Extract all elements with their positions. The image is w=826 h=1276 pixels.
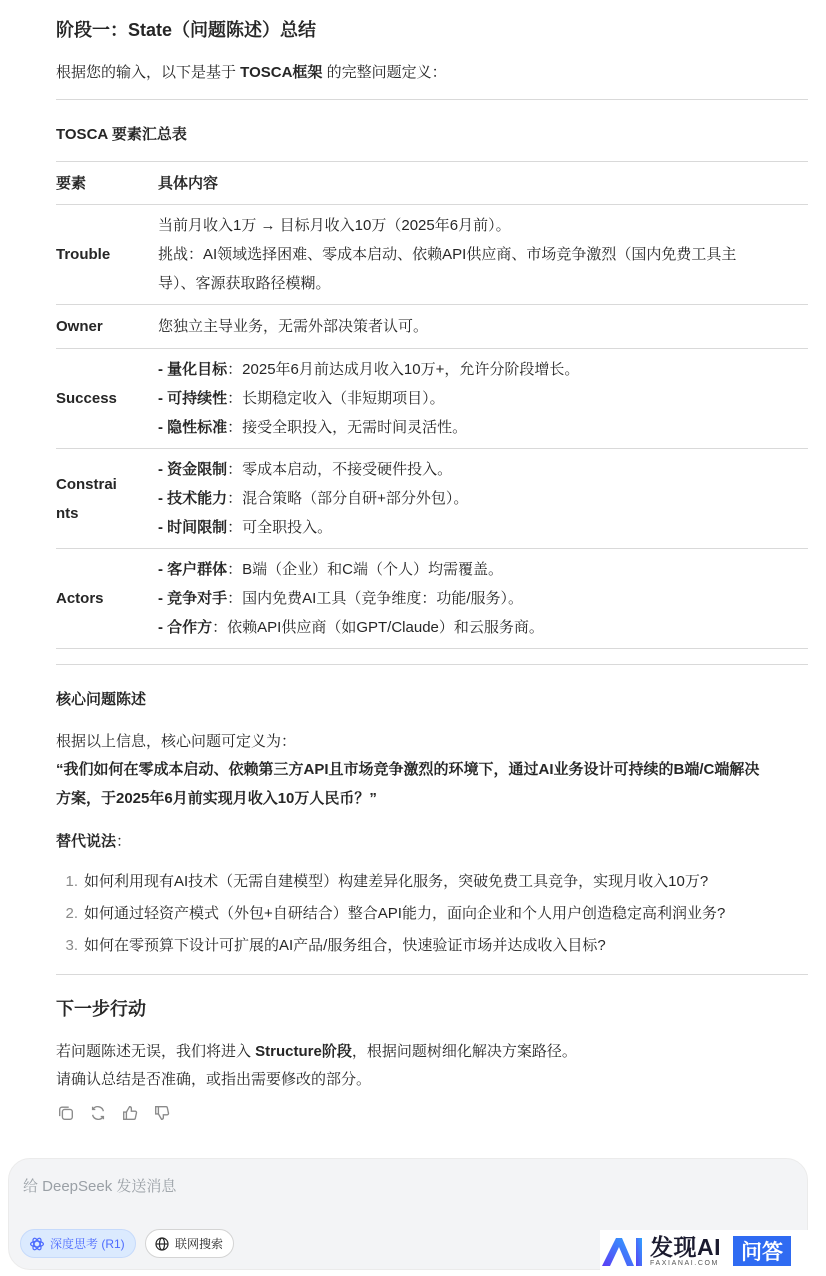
web-search-toggle[interactable] [145, 1229, 234, 1258]
header-element: 要素 [56, 174, 87, 192]
watermark-badge: 问答 [733, 1236, 791, 1266]
table-row-trouble [56, 204, 808, 304]
row-key-part: nts [56, 504, 79, 522]
thumbs-down-icon [153, 1104, 171, 1122]
tosca-table [56, 161, 808, 649]
row-key: Actors [56, 590, 104, 607]
content-line: - 可持续性：长期稳定收入（非短期项目）。 [158, 390, 445, 407]
table-row-owner [56, 304, 808, 348]
divider [56, 974, 808, 975]
atom-icon [29, 1236, 45, 1252]
quote-line: 方案，于2025年6月前实现月收入10万人民币？” [56, 790, 377, 807]
intro-post: 的完整问题定义： [322, 64, 447, 81]
table-row-actors [56, 548, 808, 649]
table-caption: TOSCA 要素汇总表 [56, 126, 187, 143]
regenerate-button[interactable] [88, 1101, 108, 1125]
alt-title [56, 830, 131, 851]
row-content [158, 455, 808, 542]
divider [56, 99, 808, 100]
core-lead: 根据以上信息，核心问题可定义为： [56, 733, 297, 750]
alternatives-list [56, 866, 808, 962]
content-line: - 时间限制：可全职投入。 [158, 519, 333, 536]
row-content [158, 312, 808, 341]
alt-colon: ： [116, 833, 132, 850]
content-line: 您独立主导业务，无需外部决策者认可。 [158, 318, 429, 335]
faxianai-logo-icon [600, 1234, 644, 1268]
message-actions [56, 1101, 172, 1125]
deep-think-toggle[interactable] [20, 1229, 136, 1258]
next-steps-p1: 若问题陈述无误，我们将进入 Structure阶段，根据问题树细化解决方案路径。 [56, 1043, 577, 1060]
like-button[interactable] [120, 1101, 140, 1125]
next-steps-p2: 请确认总结是否准确，或指出需要修改的部分。 [56, 1071, 372, 1088]
content-line: 挑战：AI领域选择困难、零成本启动、依赖API供应商、市场竞争激烈（国内免费工具主 [158, 246, 737, 263]
divider [56, 664, 808, 665]
row-key: Success [56, 390, 117, 407]
core-problem-title: 核心问题陈述 [56, 691, 147, 708]
table-row-constraints [56, 448, 808, 548]
table-header-row [56, 161, 808, 204]
watermark [600, 1230, 814, 1272]
copy-button[interactable] [56, 1101, 76, 1125]
content-line: - 资金限制：零成本启动，不接受硬件投入。 [158, 461, 453, 478]
deep-think-label: 深度思考 (R1) [50, 1237, 125, 1251]
row-content [158, 555, 808, 642]
watermark-text [650, 1234, 721, 1268]
thumbs-up-icon [121, 1104, 139, 1122]
list-item: 2. 如何通过轻资产模式（外包+自研结合）整合API能力，面向企业和个人用户创造稳定高利润业务? [65, 905, 726, 922]
alt-title-text: 替代说法 [56, 833, 117, 850]
table-row-success [56, 348, 808, 448]
row-key: Owner [56, 318, 103, 335]
watermark-sub: FAXIANAI.COM [650, 1260, 719, 1267]
globe-icon [154, 1236, 170, 1252]
content-line: 导）、客源获取路径模糊。 [158, 275, 331, 292]
content-line: - 隐性标准：接受全职投入，无需时间灵活性。 [158, 419, 468, 436]
intro-bold: TOSCA框架 [240, 64, 323, 81]
regenerate-icon [89, 1104, 107, 1122]
list-item: 1. 如何利用现有AI技术（无需自建模型）构建差异化服务，突破免费工具竞争，实现月收入10万? [65, 873, 709, 890]
row-content [158, 211, 808, 298]
intro-pre: 根据您的输入，以下是基于 [56, 64, 241, 81]
list-item: 3. 如何在零预算下设计可扩展的AI产品/服务组合，快速验证市场并达成收入目标? [65, 937, 606, 954]
message-input[interactable] [23, 1173, 623, 1199]
intro-text [56, 61, 447, 82]
section-title-state: 阶段一：State（问题陈述）总结 [56, 20, 317, 40]
content-line: - 合作方：依赖API供应商（如GPT/Claude）和云服务商。 [158, 619, 544, 636]
row-key: Trouble [56, 246, 111, 263]
header-content: 具体内容 [158, 174, 219, 192]
next-steps-title: 下一步行动 [56, 999, 146, 1019]
content-line: 当前月收入1万 → 目标月收入10万（2025年6月前）。 [158, 217, 511, 234]
content-line: - 量化目标：2025年6月前达成月收入10万+，允许分阶段增长。 [158, 361, 580, 378]
watermark-main: 发现AI [650, 1234, 721, 1260]
copy-icon [57, 1104, 75, 1122]
row-key [56, 470, 158, 528]
content-line: - 技术能力：混合策略（部分自研+部分外包）。 [158, 490, 469, 507]
content-line: - 客户群体：B端（企业）和C端（个人）均需覆盖。 [158, 561, 504, 578]
quote-line: “我们如何在零成本启动、依赖第三方API且市场竞争激烈的环境下，通过AI业务设计可持续的B端/C端解决 [56, 761, 760, 778]
web-search-label: 联网搜索 [175, 1237, 224, 1251]
dislike-button[interactable] [152, 1101, 172, 1125]
content-line: - 竞争对手：国内免费AI工具（竞争维度：功能/服务）。 [158, 590, 524, 607]
row-key-part: Constrai [56, 475, 117, 493]
row-content [158, 355, 808, 442]
core-problem-quote [56, 755, 808, 813]
